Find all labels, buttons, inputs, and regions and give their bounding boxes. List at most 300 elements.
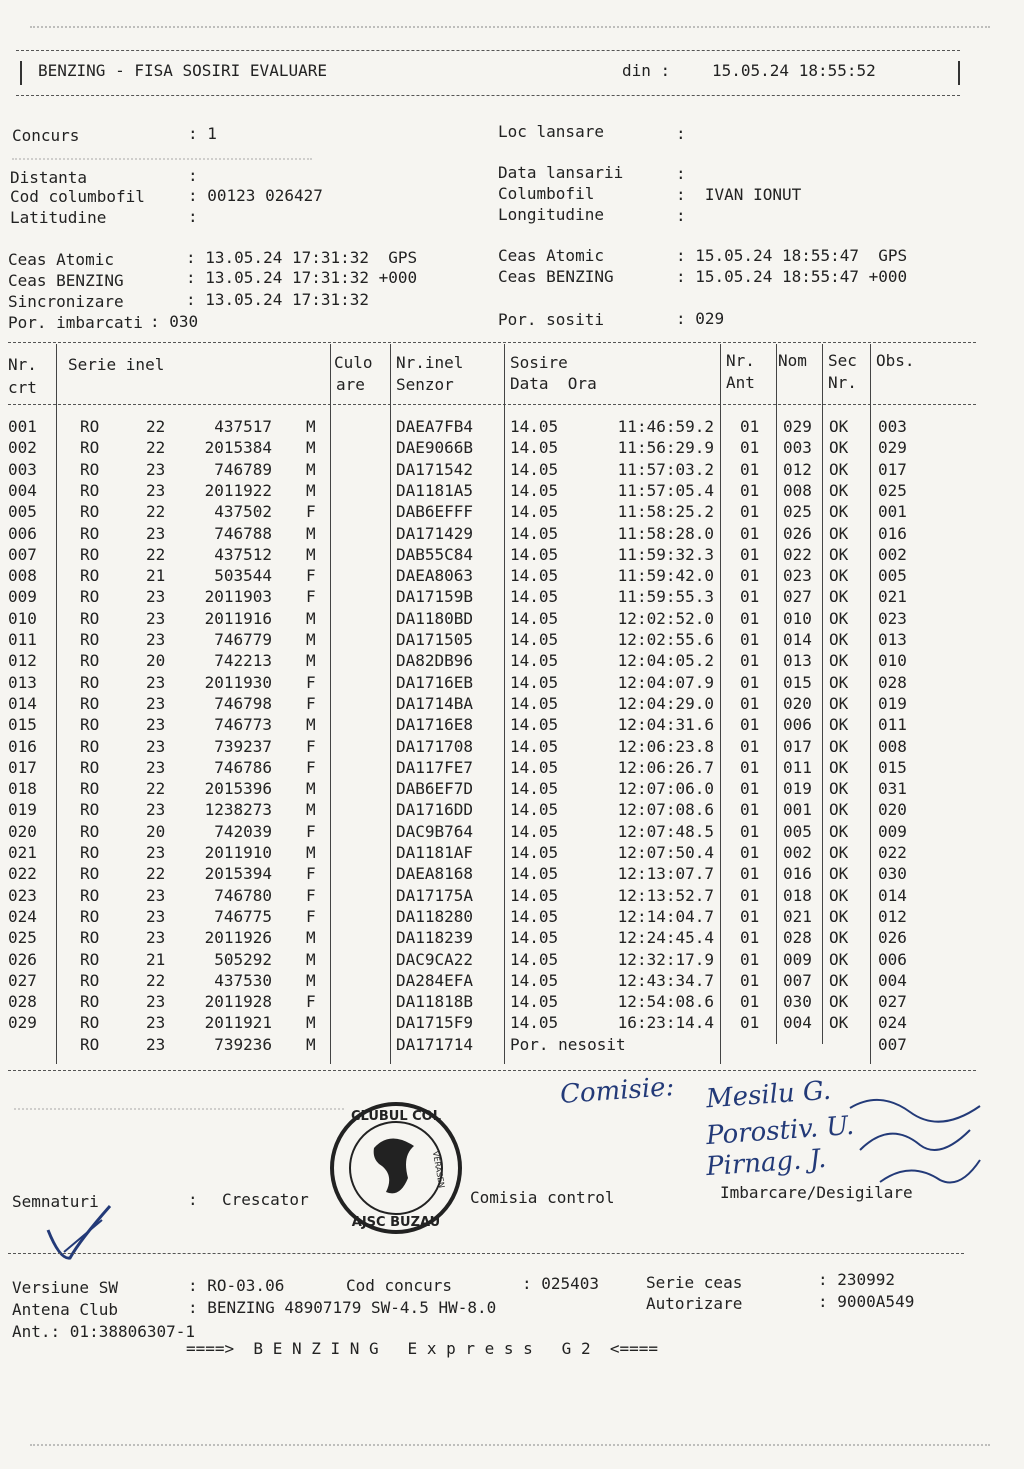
- row-sec: OK: [829, 630, 849, 649]
- row-year: 22: [146, 502, 166, 522]
- row-ring-number: 2011928: [204, 992, 272, 1012]
- row-sensor: DAEA8168: [396, 864, 474, 884]
- row-sec: OK: [829, 992, 849, 1012]
- row-date: 14.05: [510, 672, 559, 692]
- row-nr: 017: [8, 757, 37, 777]
- row-date: 14.05: [510, 587, 559, 607]
- row-sex: F: [306, 864, 316, 884]
- row-sex: M: [306, 1013, 316, 1033]
- row-time: 12:07:48.5: [617, 821, 714, 841]
- row-date: 14.05: [510, 630, 559, 649]
- row-sex: M: [306, 480, 316, 500]
- row-sec: OK: [829, 651, 849, 671]
- row-nom: 021: [783, 906, 812, 926]
- data-lansarii-label: Data lansarii: [498, 163, 624, 182]
- row-antenna: 01: [740, 715, 760, 735]
- row-time: 11:59:55.3: [617, 587, 714, 607]
- row-sensor: DAC9CA22: [396, 949, 474, 969]
- row-country: RO: [80, 1013, 100, 1033]
- row-year: 22: [146, 970, 166, 990]
- row-country: RO: [80, 587, 100, 607]
- row-nom: 010: [783, 608, 812, 628]
- row-nr: 010: [8, 608, 37, 628]
- row-nom: 019: [783, 779, 812, 799]
- row-date: 14.05: [510, 949, 559, 969]
- row-sec: OK: [829, 864, 849, 884]
- row-sex: F: [306, 672, 316, 692]
- handwritten-name-1: Mesilu G.: [705, 1075, 833, 1115]
- row-obs: 027: [878, 992, 907, 1012]
- row-sex: M: [306, 970, 316, 990]
- row-sensor: DA171708: [396, 736, 474, 756]
- row-sec: OK: [829, 672, 849, 692]
- row-time: 11:57:05.4: [617, 480, 714, 500]
- row-obs: 019: [878, 693, 907, 713]
- row-time: 12:13:52.7: [617, 885, 714, 905]
- row-country: RO: [80, 736, 100, 756]
- scan-noise-top: [30, 26, 990, 30]
- sincronizare-value: : 13.05.24 17:31:32: [186, 290, 370, 309]
- row-ring-number: 746775: [214, 906, 272, 926]
- table-row: [0, 778, 1000, 799]
- row-date: 14.05: [510, 523, 559, 543]
- row-nr: 008: [8, 566, 37, 586]
- row-date: 14.05: [510, 544, 559, 564]
- longitudine-value: :: [676, 206, 686, 225]
- row-nom: 028: [783, 928, 812, 948]
- table-row: [0, 437, 1000, 458]
- row-time: 12:32:17.9: [617, 949, 714, 969]
- row-sex: M: [306, 630, 316, 649]
- row-sec: OK: [829, 587, 849, 607]
- row-nr: 013: [8, 672, 37, 692]
- row-sec: OK: [829, 502, 849, 522]
- header-sec-1: Sec: [828, 351, 857, 370]
- scan-noise-bottom: [30, 1444, 990, 1448]
- row-sex: F: [306, 736, 316, 756]
- row-date: 14.05: [510, 736, 559, 756]
- row-year: 23: [146, 736, 166, 756]
- row-country: RO: [80, 715, 100, 735]
- row-year: 23: [146, 757, 166, 777]
- row-sex: F: [306, 885, 316, 905]
- table-row: [0, 608, 1000, 629]
- row-nr: 023: [8, 885, 37, 905]
- row-sec: OK: [829, 906, 849, 926]
- row-antenna: 01: [740, 885, 760, 905]
- row-ring-number: 746779: [214, 630, 272, 649]
- row-nom: 013: [783, 651, 812, 671]
- row-nom: 020: [783, 693, 812, 713]
- handwritten-comisie: Comisie:: [559, 1072, 676, 1110]
- row-sex: M: [306, 843, 316, 862]
- row-nr: 003: [8, 459, 37, 479]
- row-time: 11:58:28.0: [617, 523, 714, 543]
- row-country: RO: [80, 417, 100, 436]
- row-obs: 017: [878, 459, 907, 479]
- row-obs: 009: [878, 821, 907, 841]
- row-country: RO: [80, 906, 100, 926]
- antenna-id: Ant.: 01:38806307-1: [12, 1322, 196, 1341]
- row-sex: M: [306, 608, 316, 628]
- row-nr: 029: [8, 1013, 37, 1033]
- row-nom: 001: [783, 800, 812, 820]
- row-country: RO: [80, 843, 100, 862]
- row-sensor: DA284EFA: [396, 970, 474, 990]
- row-obs: 021: [878, 587, 907, 607]
- row-ring-number: 746773: [214, 715, 272, 735]
- row-country: RO: [80, 864, 100, 884]
- row-obs: 020: [878, 800, 907, 820]
- row-nom: 006: [783, 715, 812, 735]
- ceas-benzing-end-label: Ceas BENZING: [498, 267, 614, 286]
- row-date: 14.05: [510, 502, 559, 522]
- row-sensor: DA1716E8: [396, 715, 474, 735]
- imbarcati-label: Por. imbarcati: [8, 313, 143, 332]
- crescator-signature: [40, 1200, 130, 1270]
- row-date: 14.05: [510, 693, 559, 713]
- row-date: 14.05: [510, 864, 559, 884]
- row-sec: OK: [829, 608, 849, 628]
- loc-lansare-label: Loc lansare: [498, 122, 604, 141]
- row-sex: F: [306, 693, 316, 713]
- header-nr-ant-2: Ant: [726, 373, 755, 392]
- table-row: [0, 799, 1000, 820]
- cod-columbofil-label: Cod columbofil: [10, 187, 145, 206]
- table-header-rule: [8, 404, 976, 405]
- row-sex: M: [306, 715, 316, 735]
- table-row: [0, 586, 1000, 607]
- row-antenna: 01: [740, 1013, 760, 1033]
- row-sex: F: [306, 566, 316, 586]
- row-time: 12:14:04.7: [617, 906, 714, 926]
- row-country: RO: [80, 949, 100, 969]
- row-sex: M: [306, 651, 316, 671]
- row-date: 14.05: [510, 843, 559, 862]
- row-nr: 022: [8, 864, 37, 884]
- row-sensor: DA1715F9: [396, 1013, 474, 1033]
- row-sex: M: [306, 438, 316, 458]
- row-ring-number: 2011921: [204, 1013, 272, 1033]
- latitudine-label: Latitudine: [10, 208, 107, 227]
- row-country: RO: [80, 757, 100, 777]
- row-antenna: 01: [740, 672, 760, 692]
- table-row: [0, 544, 1000, 565]
- row-year: 23: [146, 1013, 166, 1033]
- row-year: 22: [146, 779, 166, 799]
- sositi-value: : 029: [676, 309, 725, 328]
- row-obs: 011: [878, 715, 907, 735]
- row-year: 23: [146, 459, 166, 479]
- row-antenna: 01: [740, 544, 760, 564]
- row-sensor: DA1180BD: [396, 608, 474, 628]
- row-ring-number: 2011916: [204, 608, 272, 628]
- row-date: 14.05: [510, 821, 559, 841]
- table-row: [0, 927, 1000, 948]
- row-nom: 030: [783, 992, 812, 1012]
- row-ring-number: 1238273: [204, 800, 272, 820]
- row-sec: OK: [829, 566, 849, 586]
- row-country: RO: [80, 779, 100, 799]
- row-antenna: 01: [740, 459, 760, 479]
- row-nr: 020: [8, 821, 37, 841]
- row-date: 14.05: [510, 992, 559, 1012]
- row-nom: 002: [783, 843, 812, 862]
- row-antenna: 01: [740, 843, 760, 862]
- autorizare-label: Autorizare: [646, 1294, 743, 1313]
- row-country: RO: [80, 480, 100, 500]
- sositi-label: Por. sositi: [498, 310, 604, 329]
- row-antenna: 01: [740, 779, 760, 799]
- row-sensor: DA11818B: [396, 992, 474, 1012]
- row-sensor: DA118280: [396, 906, 474, 926]
- row-country: RO: [80, 970, 100, 990]
- row-sec: OK: [829, 544, 849, 564]
- row-obs: 012: [878, 906, 907, 926]
- row-ring-number: 2011926: [204, 928, 272, 948]
- row-year: 23: [146, 608, 166, 628]
- row-ring-number: 746798: [214, 693, 272, 713]
- row-nr: 012: [8, 651, 37, 671]
- row-nr: 004: [8, 480, 37, 500]
- table-row: [0, 1012, 1000, 1033]
- row-country: RO: [80, 651, 100, 671]
- columbofil-value: : IVAN IONUT: [676, 185, 802, 204]
- row-year: 20: [146, 651, 166, 671]
- row-country: RO: [80, 821, 100, 841]
- row-sensor: DA1716EB: [396, 672, 474, 692]
- handwritten-name-2: Porostiv. U.: [705, 1110, 856, 1152]
- row-nr: 011: [8, 630, 37, 649]
- ceas-benzing-start-value: : 13.05.24 17:31:32 +000: [186, 268, 418, 287]
- row-antenna: 01: [740, 417, 760, 436]
- row-time: 12:13:07.7: [617, 864, 714, 884]
- header-culoare-2: are: [336, 375, 365, 394]
- row-sex: M: [306, 1034, 316, 1054]
- row-nr: 024: [8, 906, 37, 926]
- row-time: 11:59:42.0: [617, 566, 714, 586]
- row-obs: 025: [878, 480, 907, 500]
- cod-columbofil-value: : 00123 026427: [188, 186, 323, 205]
- row-year: 22: [146, 417, 166, 436]
- row-year: 23: [146, 928, 166, 948]
- header-sec-2: Nr.: [828, 373, 857, 392]
- row-nr: 019: [8, 800, 37, 820]
- row-sec: OK: [829, 417, 849, 436]
- table-row: [0, 714, 1000, 735]
- row-sec: OK: [829, 800, 849, 820]
- row-time: 12:07:06.0: [617, 779, 714, 799]
- report-title: BENZING - FISA SOSIRI EVALUARE: [38, 61, 327, 80]
- row-sensor: DA117FE7: [396, 757, 474, 777]
- handwritten-name-3: Pirnag. J.: [705, 1143, 828, 1183]
- header-senzor: Senzor: [396, 375, 454, 394]
- row-obs: 003: [878, 417, 907, 436]
- row-sex: F: [306, 502, 316, 522]
- row-sex: M: [306, 800, 316, 820]
- row-country: RO: [80, 992, 100, 1012]
- brand-line: ====> B E N Z I N G E x p r e s s G 2 <====: [186, 1339, 659, 1358]
- row-antenna: 01: [740, 566, 760, 586]
- header-nom: Nom: [778, 351, 807, 370]
- row-ring-number: 2015394: [204, 864, 272, 884]
- header-serie-inel: Serie inel: [68, 355, 165, 374]
- row-date: 14.05: [510, 417, 559, 436]
- row-time: 12:02:52.0: [617, 608, 714, 628]
- row-ring-number: 505292: [214, 949, 272, 969]
- row-sensor: DA171714: [396, 1034, 474, 1054]
- row-nom: 027: [783, 587, 812, 607]
- row-sensor: DAB6EFFF: [396, 502, 474, 522]
- header-sosire: Sosire: [510, 353, 568, 372]
- row-nom: 004: [783, 1013, 812, 1033]
- row-ring-number: 2011930: [204, 672, 272, 692]
- row-ring-number: 742213: [214, 651, 272, 671]
- row-sec: OK: [829, 459, 849, 479]
- ceas-benzing-start-label: Ceas BENZING: [8, 271, 124, 290]
- row-nr: 016: [8, 736, 37, 756]
- row-time: 12:24:45.4: [617, 928, 714, 948]
- row-date: 14.05: [510, 928, 559, 948]
- row-nr: 001: [8, 417, 37, 436]
- row-nom: 022: [783, 544, 812, 564]
- table-row: [0, 459, 1000, 480]
- row-sec: OK: [829, 843, 849, 862]
- row-date: 14.05: [510, 651, 559, 671]
- row-time: 12:43:34.7: [617, 970, 714, 990]
- row-year: 23: [146, 800, 166, 820]
- longitudine-label: Longitudine: [498, 205, 604, 224]
- autorizare-value: : 9000A549: [818, 1292, 915, 1311]
- row-antenna: 01: [740, 864, 760, 884]
- row-sensor: DA17175A: [396, 885, 474, 905]
- scan-noise-1: [12, 158, 312, 162]
- table-row: [0, 416, 1000, 437]
- row-sec: OK: [829, 693, 849, 713]
- row-sex: F: [306, 821, 316, 841]
- footer-rule: [8, 1253, 964, 1254]
- row-date: 14.05: [510, 779, 559, 799]
- header-nr-inel: Nr.inel: [396, 353, 464, 372]
- row-nom: 007: [783, 970, 812, 990]
- row-year: 23: [146, 1034, 166, 1054]
- row-date: Por. nesosit: [510, 1034, 626, 1054]
- row-time: 11:59:32.3: [617, 544, 714, 564]
- row-obs: 002: [878, 544, 907, 564]
- row-obs: 007: [878, 1034, 907, 1054]
- row-year: 23: [146, 480, 166, 500]
- scan-noise-2: [14, 1108, 344, 1112]
- row-nr: 006: [8, 523, 37, 543]
- row-sex: F: [306, 906, 316, 926]
- row-sensor: DAEA8063: [396, 566, 474, 586]
- row-time: 12:04:05.2: [617, 651, 714, 671]
- data-lansarii-value: :: [676, 164, 686, 183]
- row-country: RO: [80, 523, 100, 543]
- loc-lansare-value: :: [676, 124, 686, 143]
- row-date: 14.05: [510, 715, 559, 735]
- row-nom: 025: [783, 502, 812, 522]
- header-obs: Obs.: [876, 351, 915, 370]
- row-sensor: DA118239: [396, 928, 474, 948]
- row-sex: M: [306, 523, 316, 543]
- row-time: 11:57:03.2: [617, 459, 714, 479]
- row-antenna: 01: [740, 438, 760, 458]
- row-country: RO: [80, 544, 100, 564]
- row-sec: OK: [829, 970, 849, 990]
- distanta-value: :: [188, 166, 198, 185]
- row-sensor: DA1716DD: [396, 800, 474, 820]
- row-nr: 021: [8, 843, 37, 862]
- row-ring-number: 739237: [214, 736, 272, 756]
- row-obs: 013: [878, 630, 907, 649]
- row-time: 12:07:08.6: [617, 800, 714, 820]
- table-row: [0, 970, 1000, 991]
- row-sec: OK: [829, 779, 849, 799]
- row-obs: 015: [878, 757, 907, 777]
- row-sex: M: [306, 928, 316, 948]
- ceas-benzing-end-value: : 15.05.24 18:55:47 +000: [676, 267, 908, 286]
- header-nr-ant-1: Nr.: [726, 351, 755, 370]
- row-ring-number: 2011903: [204, 587, 272, 607]
- row-ring-number: 746786: [214, 757, 272, 777]
- stamp-text-side: VERASEN: [430, 1150, 447, 1189]
- row-sensor: DAB55C84: [396, 544, 474, 564]
- row-sex: M: [306, 544, 316, 564]
- row-sec: OK: [829, 438, 849, 458]
- row-antenna: 01: [740, 928, 760, 948]
- row-year: 20: [146, 821, 166, 841]
- row-nr: 002: [8, 438, 37, 458]
- row-date: 14.05: [510, 438, 559, 458]
- row-nom: 023: [783, 566, 812, 586]
- concurs-label: Concurs: [12, 126, 80, 145]
- row-country: RO: [80, 928, 100, 948]
- row-obs: 014: [878, 885, 907, 905]
- row-year: 22: [146, 864, 166, 884]
- row-time: 11:56:29.9: [617, 438, 714, 458]
- table-row: [0, 693, 1000, 714]
- row-date: 14.05: [510, 480, 559, 500]
- table-row: [0, 885, 1000, 906]
- row-nr: 005: [8, 502, 37, 522]
- row-sec: OK: [829, 480, 849, 500]
- row-nom: 015: [783, 672, 812, 692]
- row-year: 23: [146, 992, 166, 1012]
- row-ring-number: 746780: [214, 885, 272, 905]
- row-country: RO: [80, 630, 100, 649]
- row-obs: 029: [878, 438, 907, 458]
- imbarcati-value: : 030: [150, 312, 199, 331]
- ceas-atomic-start-label: Ceas Atomic: [8, 250, 114, 269]
- report-din-label: din :: [622, 61, 671, 80]
- row-sex: M: [306, 459, 316, 479]
- ceas-atomic-end-label: Ceas Atomic: [498, 246, 604, 265]
- row-obs: 024: [878, 1013, 907, 1033]
- table-row: [0, 821, 1000, 842]
- table-row: [0, 991, 1000, 1012]
- row-nom: 014: [783, 630, 812, 649]
- header-crt: crt: [8, 378, 37, 397]
- row-obs: 030: [878, 864, 907, 884]
- row-sec: OK: [829, 1013, 849, 1033]
- row-nom: 029: [783, 417, 812, 436]
- row-year: 23: [146, 885, 166, 905]
- row-time: 11:58:25.2: [617, 502, 714, 522]
- row-obs: 008: [878, 736, 907, 756]
- row-year: 21: [146, 949, 166, 969]
- row-sec: OK: [829, 885, 849, 905]
